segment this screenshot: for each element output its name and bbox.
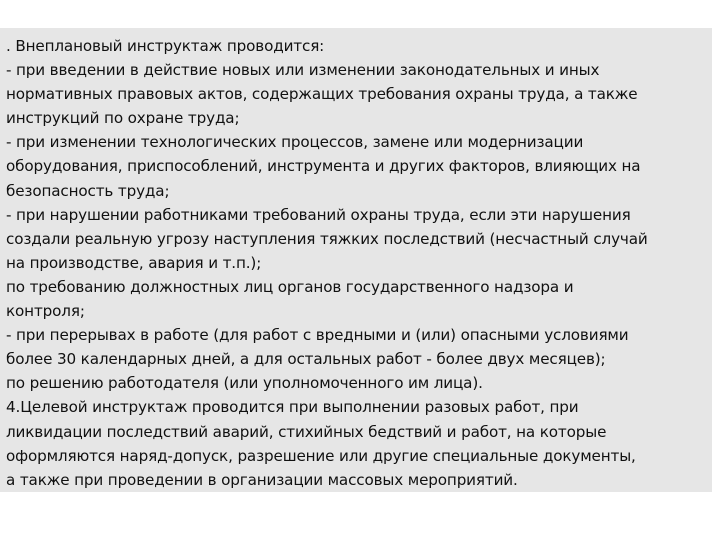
text-line: по решению работодателя (или уполномоченного им лица). (6, 374, 483, 393)
text-line: создали реальную угрозу наступления тяжких последствий (несчастный случай (6, 229, 648, 248)
text-panel (0, 28, 712, 492)
text-line: контроля; (6, 302, 85, 321)
text-line: 4.Целевой инструктаж проводится при выполнении разовых работ, при (6, 398, 579, 417)
text-line: на производстве, авария и т.п.); (6, 253, 262, 272)
text-line: инструкций по охране труда; (6, 109, 240, 128)
text-line: безопасность труда; (6, 181, 170, 200)
text-line: по требованию должностных лиц органов государственного надзора и (6, 277, 574, 296)
text-line: - при перерывах в работе (для работ с вредными и (или) опасными условиями (6, 326, 629, 345)
text-line: - при изменении технологических процессов, замене или модернизации (6, 133, 584, 152)
text-line: а также при проведении в организации массовых мероприятий. (6, 470, 518, 489)
text-line: . Внеплановый инструктаж проводится: (6, 37, 325, 55)
body-text (6, 34, 710, 492)
text-line: оформляются наряд-допуск, разрешение или другие специальные документы, (6, 446, 636, 465)
text-line: более 30 календарных дней, а для остальных работ - более двух месяцев); (6, 350, 606, 369)
text-line: - при введении в действие новых или изменении законодательных и иных (6, 61, 600, 80)
text-line: ликвидации последствий аварий, стихийных бедствий и работ, на которые (6, 422, 607, 441)
text-line: оборудования, приспособлений, инструмента и других факторов, влияющих на (6, 157, 641, 176)
text-line: нормативных правовых актов, содержащих требования охраны труда, а также (6, 85, 638, 104)
text-line: - при нарушении работниками требований охраны труда, если эти нарушения (6, 205, 631, 224)
